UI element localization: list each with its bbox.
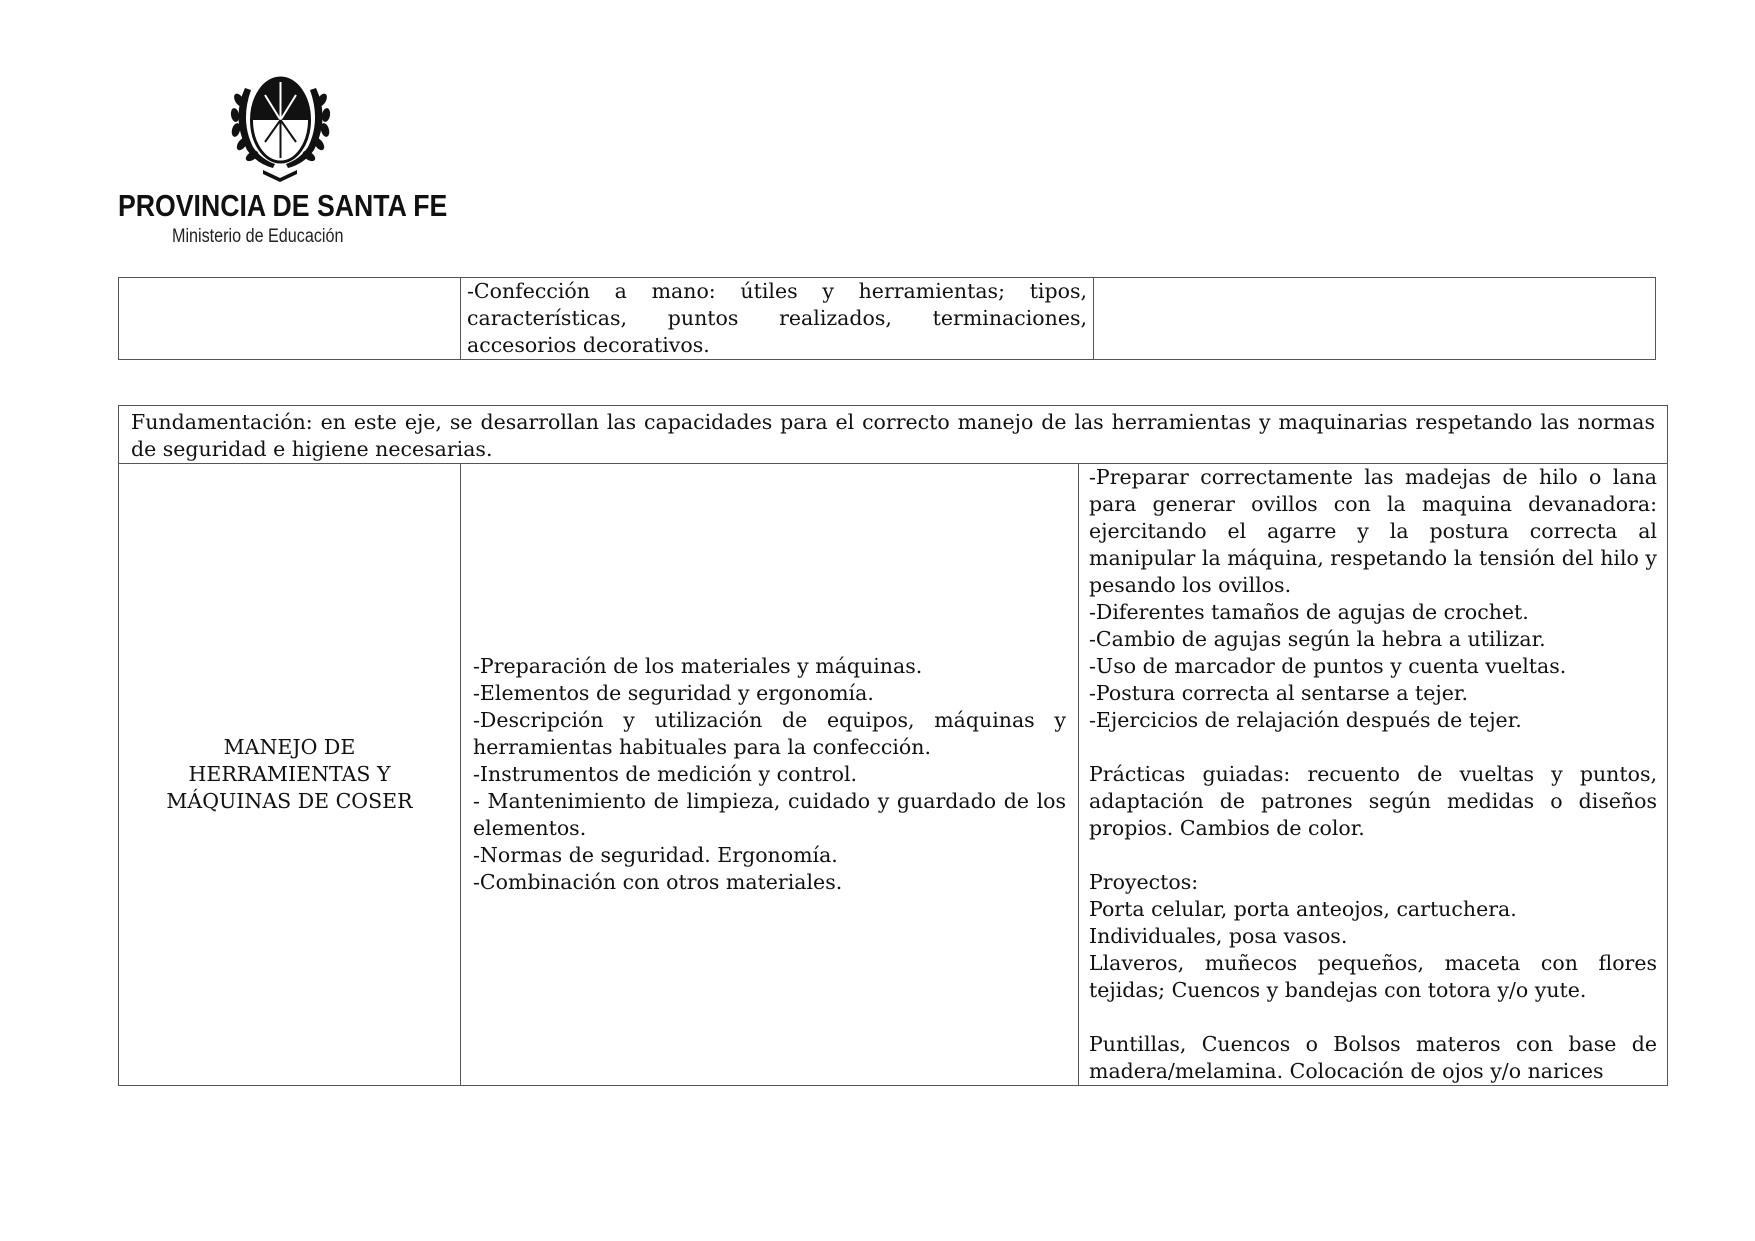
contenido-item: -Combinación con otros materiales. — [473, 870, 843, 894]
actividad-item: -Diferentes tamaños de agujas de crochet. — [1089, 600, 1529, 624]
table-cell-eje — [119, 278, 461, 360]
contenido-item: -Descripción y utilización de equipos, máquinas y herramientas habituales para la confección. — [473, 708, 1066, 759]
practicas-text: Prácticas guiadas: recuento de vueltas y puntos, adaptación de patrones según medidas o diseños propios. Cambios de color. — [1089, 762, 1657, 840]
table-cell-actividades — [1094, 278, 1656, 360]
coat-of-arms-icon — [223, 70, 338, 185]
contenido-item: -Preparación de los materiales y máquinas. — [473, 654, 923, 678]
table-row — [119, 278, 1656, 360]
proyecto-item: Individuales, posa vasos. — [1089, 924, 1348, 948]
eje-title: MANEJO DE HERRAMIENTAS Y MÁQUINAS DE COSER — [119, 464, 461, 1086]
contenido-item: - Mantenimiento de limpieza, cuidado y guardado de los elementos. — [473, 789, 1066, 840]
table-row — [119, 464, 1668, 1086]
ministry-logo — [118, 70, 448, 250]
proyectos-title: Proyectos: — [1089, 870, 1199, 894]
contenido-item: -Instrumentos de medición y control. — [473, 762, 858, 786]
actividades-cell — [1079, 464, 1668, 1086]
actividad-item: -Postura correcta al sentarse a tejer. — [1089, 681, 1468, 705]
fundamentacion-text: Fundamentación: en este eje, se desarrollan las capacidades para el correcto manejo de las herramientas y maquinarias respetando las normas de seguridad e higiene necesarias. — [119, 406, 1668, 464]
contenidos-cell — [461, 464, 1079, 1086]
contenido-item: -Elementos de seguridad y ergonomía. — [473, 681, 874, 705]
proyecto-item: Porta celular, porta anteojos, cartuchera. — [1089, 897, 1517, 921]
content-table-continued — [118, 277, 1656, 360]
contenido-item: -Normas de seguridad. Ergonomía. — [473, 843, 838, 867]
puntillas-text: Puntillas, Cuencos o Bolsos materos con base de madera/melamina. Colocación de ojos y/o narices — [1089, 1032, 1657, 1083]
logo-subtitle: Ministerio de Educación — [172, 226, 344, 247]
content-table — [118, 405, 1668, 1086]
actividad-item: -Cambio de agujas según la hebra a utilizar. — [1089, 627, 1546, 651]
logo-title: PROVINCIA DE SANTA FE — [118, 188, 448, 223]
proyecto-item: Llaveros, muñecos pequeños, maceta con flores tejidas; Cuencos y bandejas con totora y/o yute. — [1089, 951, 1657, 1002]
actividad-item: -Uso de marcador de puntos y cuenta vueltas. — [1089, 654, 1567, 678]
actividad-item: -Preparar correctamente las madejas de hilo o lana para generar ovillos con la maquina devanadora: ejercitando el agarre y la postura correcta al manipular la máquina, respetando la tensión del hilo y pesando los ovillos. — [1089, 465, 1657, 597]
table-row-fundamentacion — [119, 406, 1668, 464]
actividad-item: -Ejercicios de relajación después de tejer. — [1089, 708, 1522, 732]
table-cell-contenidos: -Confección a mano: útiles y herramientas; tipos, características, puntos realizados, terminaciones, accesorios decorativos. — [461, 278, 1094, 360]
